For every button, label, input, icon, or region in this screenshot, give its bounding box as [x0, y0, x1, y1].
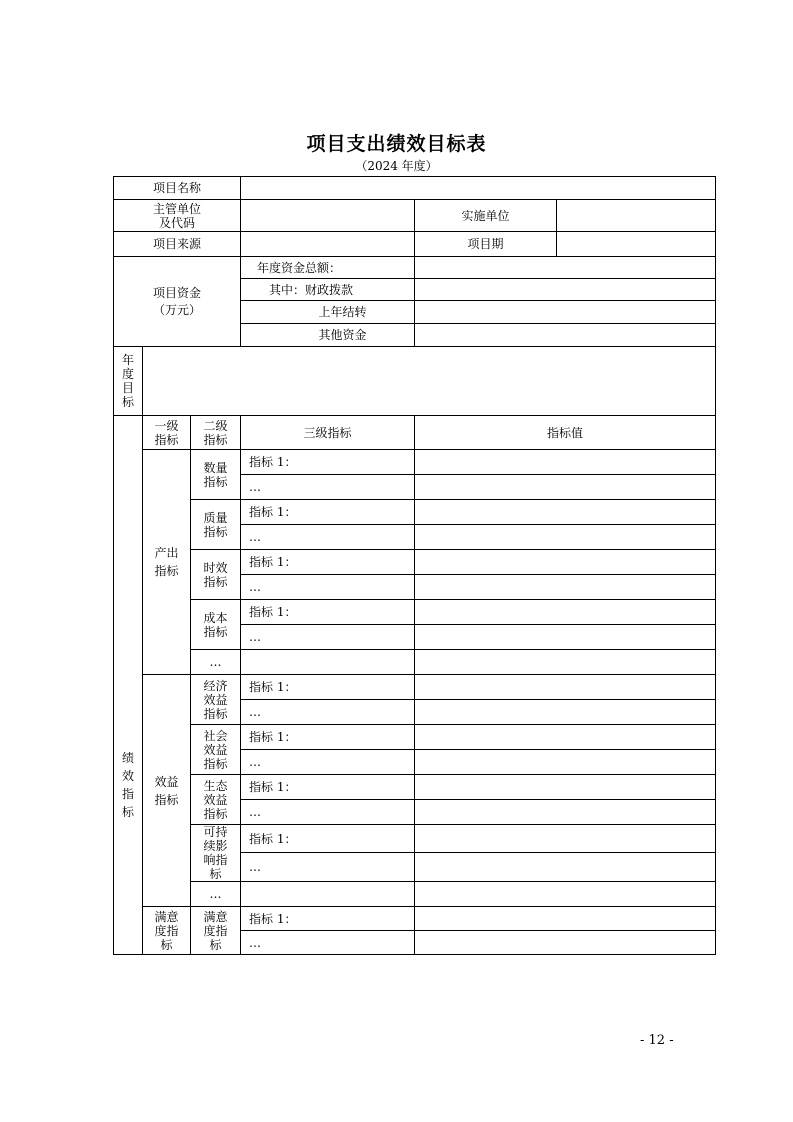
- output-indicators-label: 产出 指标: [143, 450, 191, 675]
- annual-goal-label: 年 度 目 标: [114, 347, 143, 416]
- level3-item[interactable]: 指标 1：: [241, 907, 415, 931]
- project-name-label: 项目名称: [114, 177, 241, 200]
- quality-indicator: 质量 指标: [191, 500, 241, 550]
- funds-carryover-label: 上年结转: [241, 301, 415, 324]
- indicator-value[interactable]: [415, 525, 716, 550]
- funds-fiscal-label: 其中：财政拨款: [241, 279, 415, 301]
- quantity-indicator: 数量 指标: [191, 450, 241, 500]
- indicator-value[interactable]: [415, 550, 716, 575]
- ecological-benefit-indicator: 生态 效益 指标: [191, 775, 241, 825]
- header-level2: 二级 指标: [191, 416, 241, 450]
- header-level3: 三级指标: [241, 416, 415, 450]
- level3-item[interactable]: 指标 1：: [241, 725, 415, 750]
- indicator-value[interactable]: [415, 500, 716, 525]
- level3-item[interactable]: 指标 1：: [241, 500, 415, 525]
- indicator-value[interactable]: [415, 907, 716, 931]
- header-value: 指标值: [415, 416, 716, 450]
- level3-ellipsis[interactable]: …: [241, 931, 415, 955]
- benefit-indicators-label: 效益 指标: [143, 675, 191, 907]
- cost-indicator: 成本 指标: [191, 600, 241, 650]
- period-value[interactable]: [557, 232, 716, 257]
- page-number: - 12 -: [640, 1033, 674, 1048]
- performance-indicators-label: 绩 效 指 标: [114, 416, 143, 955]
- benefit-more-ellipsis[interactable]: …: [191, 882, 241, 907]
- level3-ellipsis[interactable]: …: [241, 853, 415, 882]
- indicator-value[interactable]: [415, 700, 716, 725]
- level3-ellipsis[interactable]: …: [241, 750, 415, 775]
- indicator-value[interactable]: [415, 675, 716, 700]
- indicator-value[interactable]: [415, 882, 716, 907]
- economic-benefit-indicator: 经济 效益 指标: [191, 675, 241, 725]
- level3-ellipsis[interactable]: …: [241, 625, 415, 650]
- level3-item[interactable]: 指标 1：: [241, 450, 415, 475]
- page-title: 项目支出绩效目标表: [306, 133, 487, 155]
- funds-other-value[interactable]: [415, 324, 716, 347]
- annual-goal-value[interactable]: [143, 347, 716, 416]
- project-name-value[interactable]: [241, 177, 716, 200]
- supervisor-label: 主管单位 及代码: [114, 200, 241, 232]
- funds-total-label: 年度资金总额：: [241, 257, 415, 279]
- funds-fiscal-value[interactable]: [415, 279, 716, 301]
- level3-item[interactable]: 指标 1：: [241, 600, 415, 625]
- indicator-value[interactable]: [415, 750, 716, 775]
- source-value[interactable]: [241, 232, 415, 257]
- indicator-value[interactable]: [415, 575, 716, 600]
- output-more-ellipsis[interactable]: …: [191, 650, 241, 675]
- level3-ellipsis[interactable]: …: [241, 700, 415, 725]
- level3-ellipsis[interactable]: …: [241, 475, 415, 500]
- indicator-value[interactable]: [415, 853, 716, 882]
- social-benefit-indicator: 社会 效益 指标: [191, 725, 241, 775]
- sustainable-impact-indicator: 可持 续影 响指 标: [191, 825, 241, 882]
- indicator-value[interactable]: [415, 475, 716, 500]
- level3-item[interactable]: 指标 1：: [241, 675, 415, 700]
- implementer-value[interactable]: [557, 200, 716, 232]
- performance-goal-table: [113, 176, 716, 955]
- indicator-value[interactable]: [415, 450, 716, 475]
- supervisor-value[interactable]: [241, 200, 415, 232]
- level3-item[interactable]: [241, 882, 415, 907]
- page-subtitle: （2024 年度）: [355, 159, 438, 173]
- level3-ellipsis[interactable]: …: [241, 575, 415, 600]
- level3-item[interactable]: 指标 1：: [241, 825, 415, 853]
- funds-carryover-value[interactable]: [415, 301, 716, 324]
- indicator-value[interactable]: [415, 600, 716, 625]
- funds-total-value[interactable]: [415, 257, 716, 279]
- implementer-label: 实施单位: [415, 200, 557, 232]
- level3-ellipsis[interactable]: …: [241, 525, 415, 550]
- level3-item[interactable]: 指标 1：: [241, 775, 415, 800]
- satisfaction-indicators-label: 满意 度指 标: [143, 907, 191, 955]
- indicator-value[interactable]: [415, 825, 716, 853]
- level3-item[interactable]: [241, 650, 415, 675]
- source-label: 项目来源: [114, 232, 241, 257]
- header-level1: 一级 指标: [143, 416, 191, 450]
- indicator-value[interactable]: [415, 725, 716, 750]
- funds-label: 项目资金 （万元）: [114, 257, 241, 347]
- satisfaction-sub-indicator: 满意 度指 标: [191, 907, 241, 955]
- indicator-value[interactable]: [415, 800, 716, 825]
- funds-other-label: 其他资金: [241, 324, 415, 347]
- timeliness-indicator: 时效 指标: [191, 550, 241, 600]
- level3-ellipsis[interactable]: …: [241, 800, 415, 825]
- period-label: 项目期: [415, 232, 557, 257]
- indicator-value[interactable]: [415, 650, 716, 675]
- indicator-value[interactable]: [415, 931, 716, 955]
- indicator-value[interactable]: [415, 625, 716, 650]
- level3-item[interactable]: 指标 1：: [241, 550, 415, 575]
- indicator-value[interactable]: [415, 775, 716, 800]
